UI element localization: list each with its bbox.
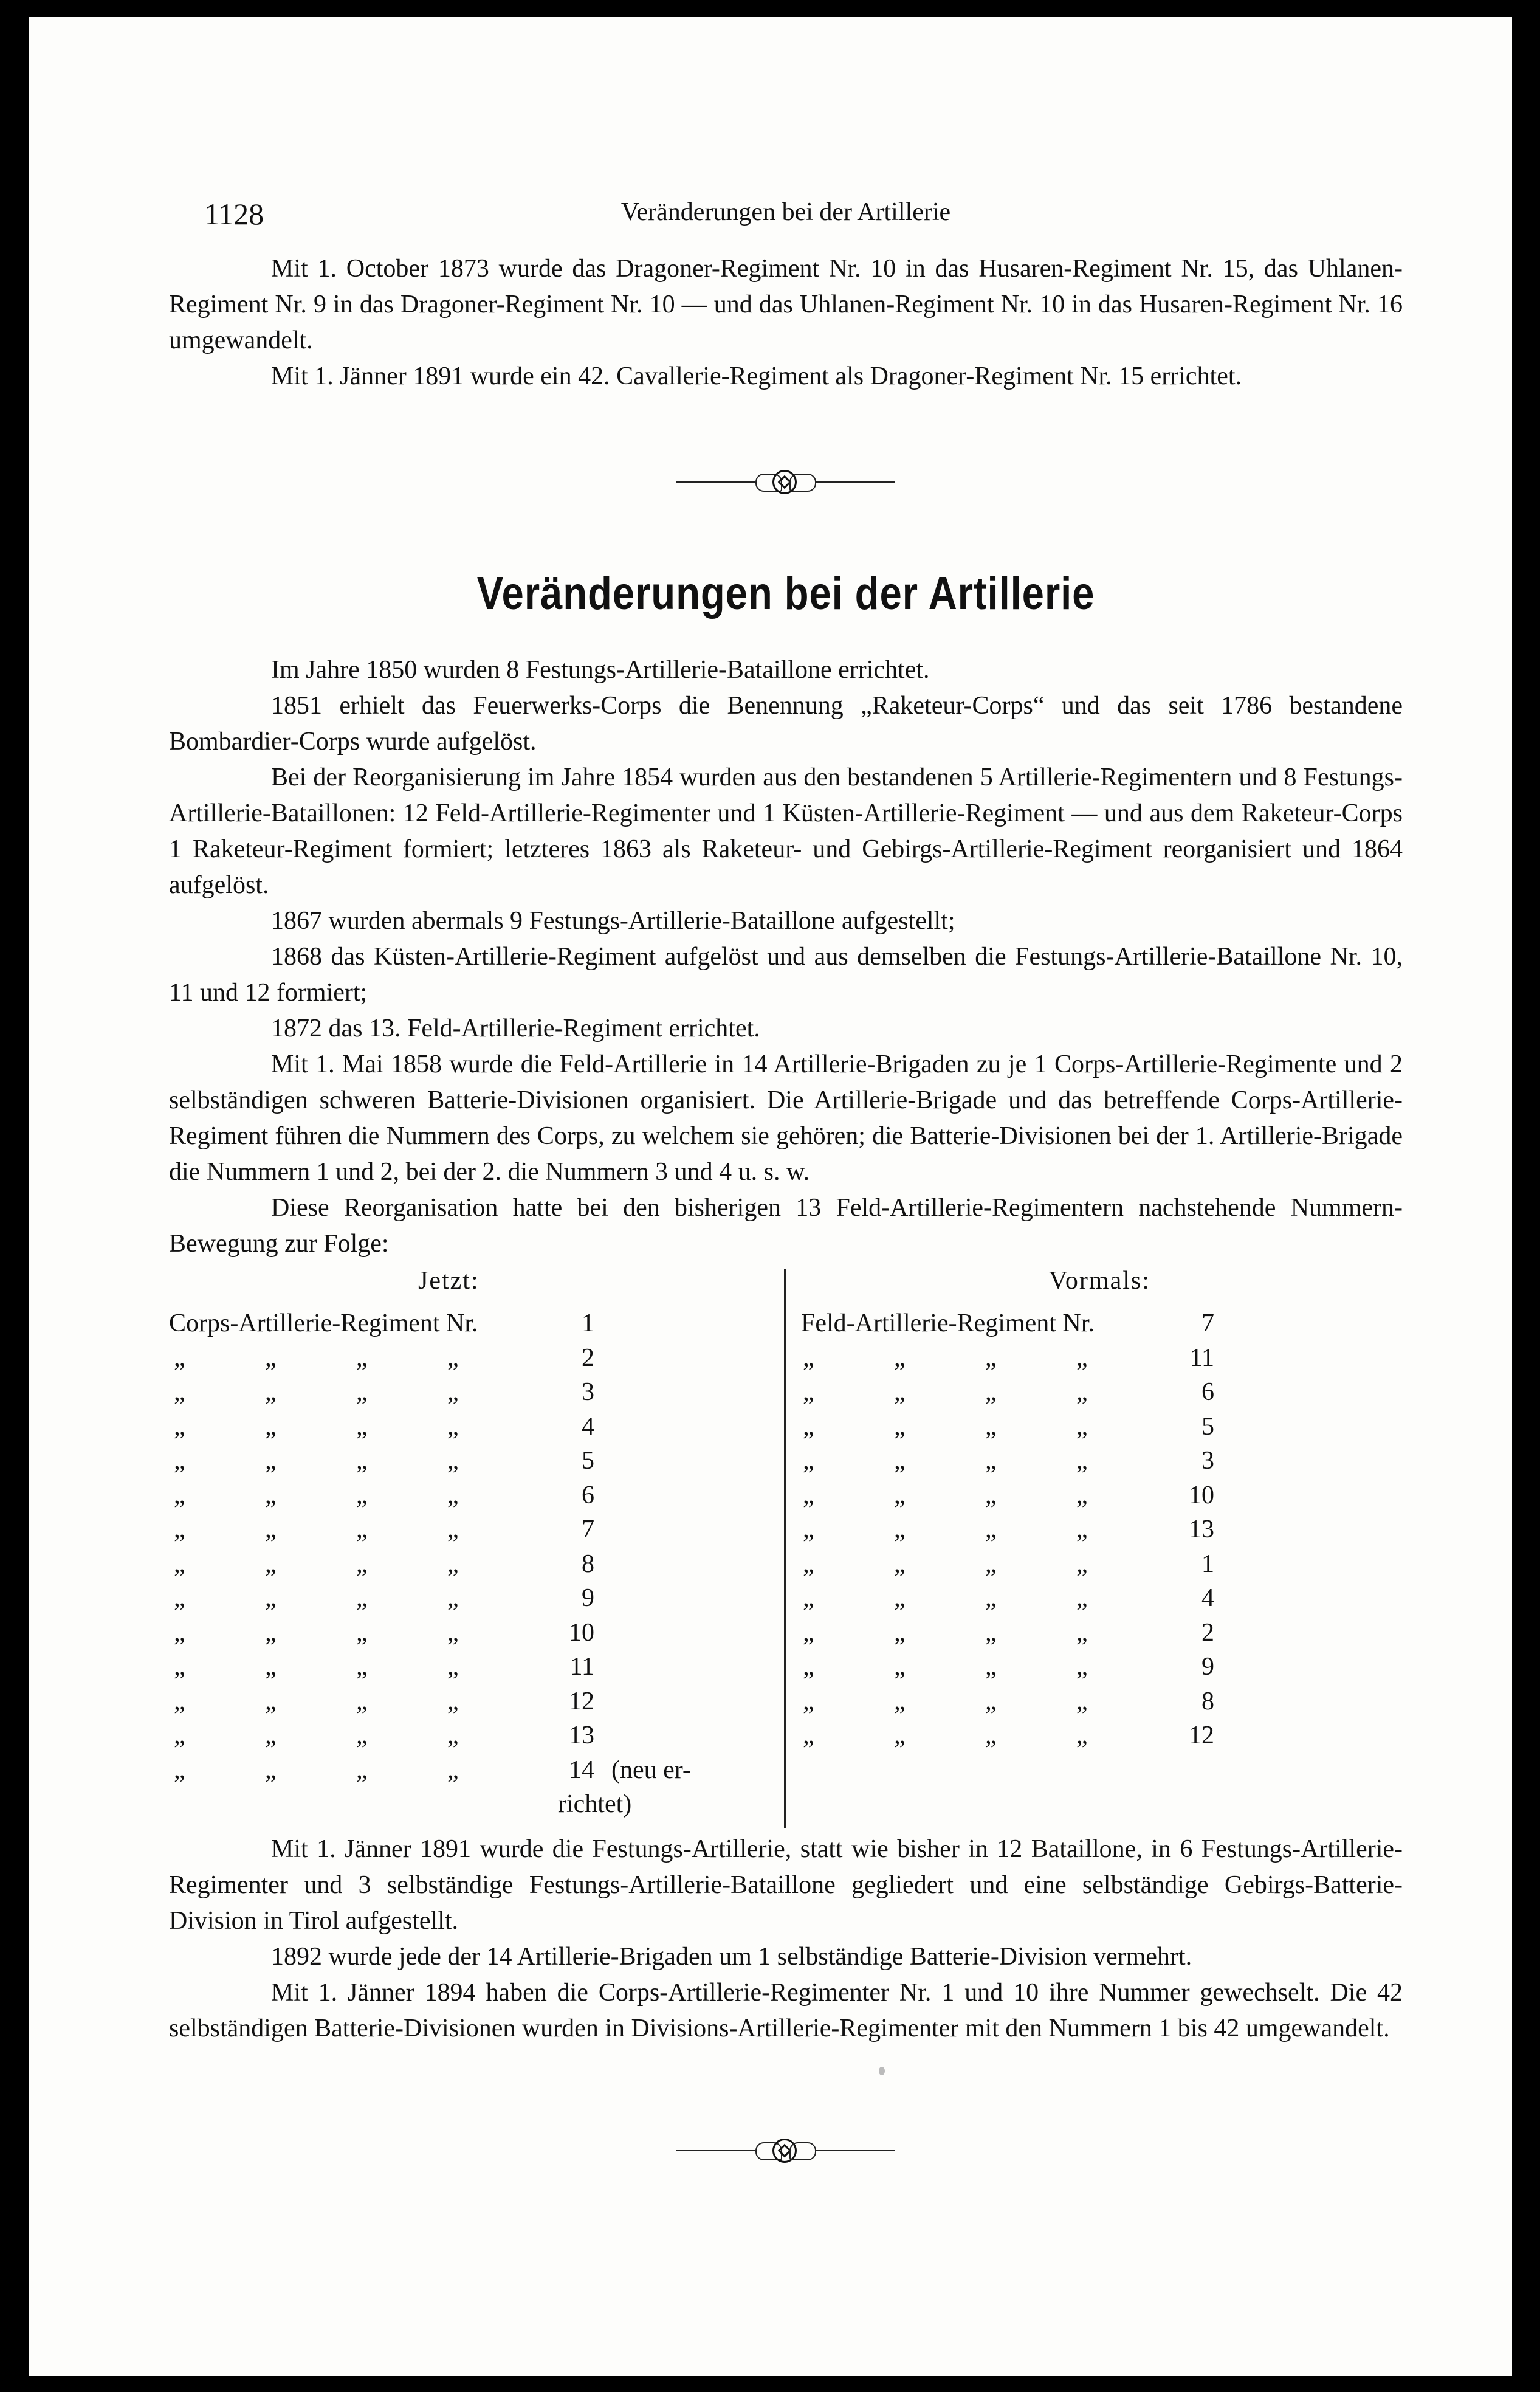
ditto-mark: „	[174, 1343, 185, 1372]
ditto-mark: „	[894, 1343, 906, 1372]
right-regiment-number: 10	[1189, 1481, 1214, 1509]
right-regiment-number: 1	[1201, 1549, 1214, 1578]
closing-paragraph: Mit 1. Jänner 1891 wurde die Festungs-Artillerie, statt wie bisher in 12 Bataillone, in 6 Festungs-Artillerie-Regimenter und 3 selbständige Festungs-Artillerie-Bataillone gegliedert und eine selbständige Gebirgs-Batterie-Division in Tirol aufgestellt.	[169, 1835, 1403, 1935]
right-regiment-number: 8	[1201, 1687, 1214, 1715]
ditto-mark: „	[265, 1618, 277, 1647]
ditto-mark: „	[1076, 1447, 1088, 1475]
ditto-mark: „	[985, 1412, 997, 1441]
body-paragraph: Im Jahre 1850 wurden 8 Festungs-Artillerie-Bataillone errichtet.	[271, 656, 930, 684]
ditto-mark: „	[265, 1378, 277, 1406]
left-regiment-number: 4	[582, 1412, 594, 1441]
ditto-mark: „	[265, 1343, 277, 1372]
ditto-mark: „	[803, 1722, 814, 1749]
right-regiment-number: 4	[1201, 1584, 1214, 1612]
ditto-mark: „	[803, 1515, 814, 1543]
ditto-mark: „	[174, 1687, 185, 1715]
ditto-mark: „	[447, 1687, 459, 1715]
table-divider	[784, 1269, 786, 1828]
right-regiment-number: 6	[1201, 1378, 1214, 1406]
ditto-mark: „	[265, 1584, 277, 1612]
ditto-mark: „	[894, 1412, 906, 1441]
page-header	[169, 190, 1403, 239]
right-regiment-number: 2	[1201, 1618, 1214, 1647]
left-regiment-number: 2	[582, 1343, 594, 1372]
ditto-mark: „	[265, 1515, 277, 1543]
ditto-mark: „	[803, 1687, 814, 1715]
closing-paragraph: Mit 1. Jänner 1894 haben die Corps-Artillerie-Regimenter Nr. 1 und 10 ihre Nummer gewechselt. Die 42 selbständigen Batterie-Divisionen wurden in Divisions-Artillerie-Regimenter mit den Nummern 1 bis 42 umgewandelt.	[169, 1979, 1403, 2042]
ditto-mark: „	[803, 1653, 814, 1681]
body-paragraph: 1872 das 13. Feld-Artillerie-Regiment errichtet.	[271, 1015, 760, 1043]
ditto-mark: „	[356, 1549, 368, 1578]
ditto-mark: „	[1076, 1584, 1088, 1612]
ditto-mark: „	[356, 1447, 368, 1475]
body-paragraph: 1868 das Küsten-Artillerie-Regiment aufgelöst und aus demselben die Festungs-Artillerie-Bataillone Nr. 10, 11 und 12 formiert;	[169, 943, 1403, 1007]
ditto-mark: „	[1076, 1343, 1088, 1372]
ditto-mark: „	[894, 1618, 906, 1647]
body-paragraph: Diese Reorganisation hatte bei den bisherigen 13 Feld-Artillerie-Regimentern nachstehende Nummern-Bewegung zur Folge:	[169, 1194, 1403, 1258]
ditto-mark: „	[265, 1687, 277, 1715]
ditto-mark: „	[447, 1549, 459, 1578]
running-title: Veränderungen bei der Artillerie	[620, 198, 951, 226]
intro-text	[169, 251, 1403, 395]
ditto-mark: „	[265, 1653, 277, 1681]
ditto-mark: „	[265, 1756, 277, 1784]
ornament-icon	[676, 2139, 895, 2163]
ditto-mark: „	[985, 1584, 997, 1612]
new-regiment-note: (neu er-	[611, 1756, 691, 1784]
right-column-header: Vormals:	[1049, 1267, 1150, 1295]
left-regiment-number: 5	[582, 1447, 594, 1475]
ditto-mark: „	[1076, 1653, 1088, 1681]
ditto-mark: „	[803, 1378, 814, 1406]
ditto-mark: „	[894, 1447, 906, 1475]
left-column-header: Jetzt:	[418, 1267, 480, 1295]
ditto-mark: „	[447, 1756, 459, 1784]
ditto-mark: „	[174, 1447, 185, 1475]
ditto-mark: „	[174, 1412, 185, 1441]
ditto-mark: „	[985, 1687, 997, 1715]
ditto-mark: „	[985, 1549, 997, 1578]
right-regiment-number: 3	[1201, 1447, 1214, 1475]
ditto-mark: „	[447, 1481, 459, 1509]
ditto-mark: „	[356, 1481, 368, 1509]
ditto-mark: „	[447, 1412, 459, 1441]
ditto-mark: „	[447, 1584, 459, 1612]
scanned-page	[29, 17, 1512, 2376]
ditto-mark: „	[265, 1481, 277, 1509]
ditto-mark: „	[894, 1653, 906, 1681]
left-regiment-number: 3	[582, 1378, 594, 1406]
ditto-mark: „	[985, 1515, 997, 1543]
ditto-mark: „	[894, 1378, 906, 1406]
ditto-mark: „	[803, 1481, 814, 1509]
ditto-mark: „	[356, 1412, 368, 1441]
left-regiment-number: 13	[569, 1722, 594, 1749]
body-paragraph: 1867 wurden abermals 9 Festungs-Artillerie-Bataillone aufgestellt;	[271, 907, 955, 935]
ditto-mark: „	[174, 1618, 185, 1647]
new-regiment-note: richtet)	[558, 1790, 632, 1818]
right-regiment-number: 12	[1189, 1722, 1214, 1749]
page-content	[169, 17, 1403, 2376]
ditto-mark: „	[803, 1618, 814, 1647]
right-regiment-number: 5	[1201, 1412, 1214, 1441]
closing-text	[169, 1832, 1403, 2047]
ditto-mark: „	[356, 1756, 368, 1784]
renumbering-table	[169, 1266, 1403, 1832]
ditto-mark: „	[356, 1653, 368, 1681]
ditto-mark: „	[265, 1412, 277, 1441]
ditto-mark: „	[803, 1447, 814, 1475]
section-title: Veränderungen bei der Artillerie	[476, 568, 1095, 619]
left-regiment-number: 9	[582, 1584, 594, 1612]
ditto-mark: „	[803, 1343, 814, 1372]
right-regiment-number: 9	[1201, 1653, 1214, 1681]
ditto-mark: „	[265, 1722, 277, 1749]
left-row-label: Corps-Artillerie-Regiment Nr.	[169, 1309, 478, 1337]
ditto-mark: „	[356, 1515, 368, 1543]
ditto-mark: „	[1076, 1722, 1088, 1749]
ditto-mark: „	[265, 1447, 277, 1475]
ditto-mark: „	[894, 1515, 906, 1543]
ditto-mark: „	[174, 1722, 185, 1749]
ditto-mark: „	[985, 1481, 997, 1509]
ditto-mark: „	[894, 1549, 906, 1578]
ditto-mark: „	[985, 1343, 997, 1372]
left-regiment-number: 6	[582, 1481, 594, 1509]
left-regiment-number: 14	[569, 1756, 594, 1784]
ditto-mark: „	[985, 1653, 997, 1681]
ditto-mark: „	[803, 1549, 814, 1578]
left-regiment-number: 12	[569, 1687, 594, 1715]
ditto-mark: „	[1076, 1687, 1088, 1715]
ditto-mark: „	[894, 1481, 906, 1509]
left-regiment-number: 11	[569, 1653, 594, 1681]
ditto-mark: „	[803, 1412, 814, 1441]
ditto-mark: „	[894, 1722, 906, 1749]
ditto-mark: „	[447, 1722, 459, 1749]
ditto-mark: „	[174, 1378, 185, 1406]
ditto-mark: „	[447, 1343, 459, 1372]
ditto-mark: „	[1076, 1378, 1088, 1406]
ditto-mark: „	[894, 1687, 906, 1715]
ditto-mark: „	[174, 1653, 185, 1681]
ditto-mark: „	[447, 1378, 459, 1406]
ditto-mark: „	[447, 1447, 459, 1475]
left-regiment-number: 8	[582, 1549, 594, 1578]
page-number: 1128	[204, 197, 264, 231]
ditto-mark: „	[265, 1549, 277, 1578]
ditto-mark: „	[1076, 1481, 1088, 1509]
intro-paragraph: Mit 1. October 1873 wurde das Dragoner-Regiment Nr. 10 in das Husaren-Regiment Nr. 15, das Uhlanen-Regiment Nr. 9 in das Dragoner-Regiment Nr. 10 — und das Uhlanen-Regiment Nr. 10 in das Husaren-Regiment Nr. 16 umgewandelt.	[169, 255, 1403, 354]
ditto-mark: „	[447, 1618, 459, 1647]
ditto-mark: „	[356, 1378, 368, 1406]
ditto-mark: „	[356, 1687, 368, 1715]
ditto-mark: „	[447, 1653, 459, 1681]
body-paragraph: Bei der Reorganisierung im Jahre 1854 wurden aus den bestandenen 5 Artillerie-Regimentern und 8 Festungs-Artillerie-Bataillonen: 12 Feld-Artillerie-Regimenter und 1 Küsten-Artillerie-Regiment — und aus dem Raketeur-Corps 1 Raketeur-Regiment formiert; letzteres 1863 als Raketeur- und Gebirgs-Artillerie-Regiment reorganisiert und 1864 aufgelöst.	[169, 763, 1403, 899]
ditto-mark: „	[174, 1756, 185, 1784]
body-paragraph: 1851 erhielt das Feuerwerks-Corps die Benennung „Raketeur-Corps“ und das seit 1786 bestandene Bombardier-Corps wurde aufgelöst.	[169, 692, 1403, 756]
closing-paragraph: 1892 wurde jede der 14 Artillerie-Brigaden um 1 selbständige Batterie-Division vermehrt.	[271, 1943, 1192, 1971]
right-regiment-number: 7	[1201, 1309, 1214, 1337]
right-row-label: Feld-Artillerie-Regiment Nr.	[801, 1309, 1095, 1337]
ditto-mark: „	[894, 1584, 906, 1612]
ditto-mark: „	[356, 1722, 368, 1749]
ditto-mark: „	[447, 1515, 459, 1543]
ditto-mark: „	[1076, 1549, 1088, 1578]
intro-paragraph: Mit 1. Jänner 1891 wurde ein 42. Cavallerie-Regiment als Dragoner-Regiment Nr. 15 errichtet.	[271, 362, 1242, 390]
section-body	[169, 652, 1403, 1262]
ditto-mark: „	[1076, 1412, 1088, 1441]
ditto-mark: „	[356, 1618, 368, 1647]
ornament-divider-top	[169, 470, 1403, 500]
ditto-mark: „	[174, 1481, 185, 1509]
left-regiment-number: 1	[582, 1309, 594, 1337]
left-regiment-number: 7	[582, 1515, 594, 1543]
ditto-mark: „	[985, 1378, 997, 1406]
ditto-mark: „	[803, 1584, 814, 1612]
ditto-mark: „	[985, 1722, 997, 1749]
right-regiment-number: 13	[1189, 1515, 1214, 1543]
ditto-mark: „	[356, 1584, 368, 1612]
ditto-mark: „	[985, 1618, 997, 1647]
body-paragraph: Mit 1. Mai 1858 wurde die Feld-Artillerie in 14 Artillerie-Brigaden zu je 1 Corps-Artillerie-Regimente und 2 selbständigen schweren Batterie-Divisionen organisiert. Die Artillerie-Brigade und das betreffende Corps-Artillerie-Regiment führen die Nummern des Corps, zu welchem sie gehören; die Batterie-Divisionen bei der 1. Artillerie-Brigade die Nummern 1 und 2, bei der 2. die Nummern 3 und 4 u. s. w.	[169, 1050, 1403, 1186]
left-regiment-number: 10	[569, 1618, 594, 1647]
ditto-mark: „	[1076, 1515, 1088, 1543]
ditto-mark: „	[174, 1584, 185, 1612]
ornament-divider-bottom	[169, 2139, 1403, 2169]
right-regiment-number: 11	[1189, 1343, 1214, 1372]
ornament-icon	[676, 470, 895, 494]
ditto-mark: „	[174, 1515, 185, 1543]
ditto-mark: „	[985, 1447, 997, 1475]
ditto-mark: „	[356, 1343, 368, 1372]
ditto-mark: „	[174, 1549, 185, 1578]
ditto-mark: „	[1076, 1618, 1088, 1647]
